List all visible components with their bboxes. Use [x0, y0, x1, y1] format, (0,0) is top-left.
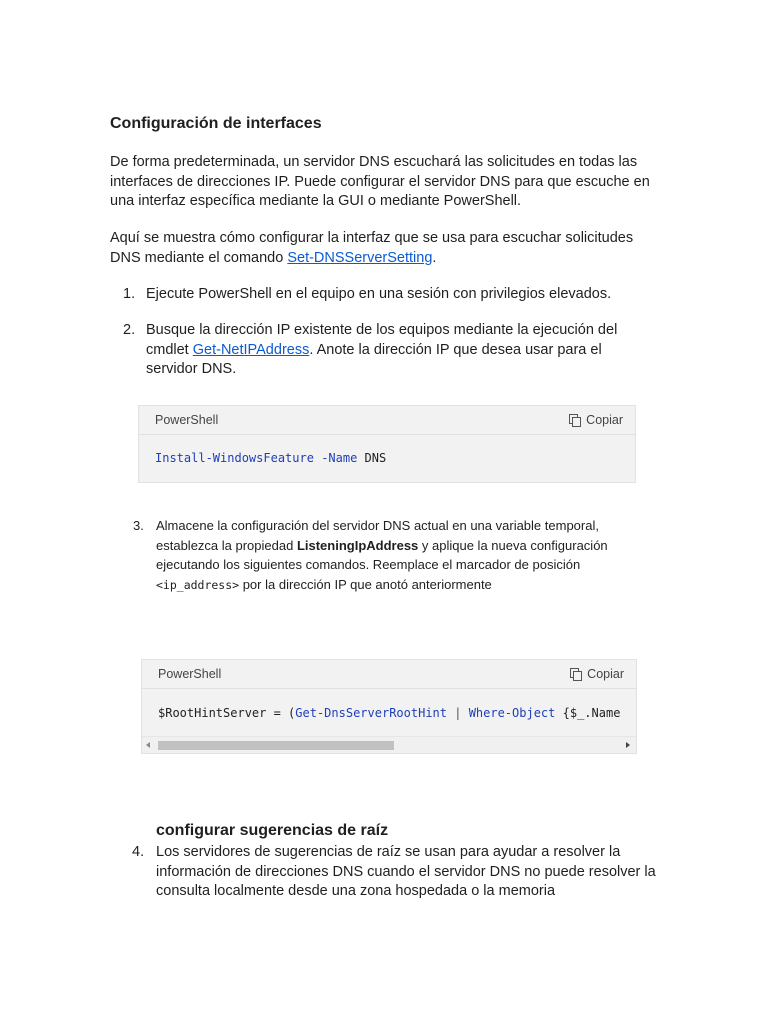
copy-button[interactable] — [569, 413, 623, 427]
step-3-text-before: Almacene la configuración del servidor DNS actual en una variable temporal, establezca la propiedad — [156, 518, 599, 553]
get-netipaddress-link[interactable]: Get-NetIPAddress — [192, 341, 310, 358]
code-rest: {$_.Name — [555, 706, 621, 720]
intro-paragraph: De forma predeterminada, un servidor DNS escuchará las solicitudes en todas las interfaces de direcciones IP. Puede configurar el servidor DNS para que escuche en una interfaz específica mediante la GUI o mediante PowerShell. — [110, 154, 650, 209]
code-language-label-2: PowerShell — [158, 667, 222, 681]
ip-address-placeholder: <ip_address> — [156, 577, 240, 592]
code-pipe: | — [447, 706, 469, 720]
scroll-left-arrow-icon[interactable] — [146, 742, 150, 748]
copy-icon — [569, 414, 580, 426]
code-cmdlet-3: Where-Object — [468, 706, 556, 720]
code-block-roothint — [141, 659, 637, 754]
step-1-number: 1. — [123, 286, 136, 302]
step-2-text-after: . Anote la dirección IP que desea usar para el servidor DNS. — [146, 341, 602, 377]
copy-icon — [570, 668, 581, 680]
code-block-install — [138, 405, 636, 483]
code-line-roothint — [158, 706, 620, 720]
code-variable: $RootHintServer — [158, 706, 267, 720]
code-assign: = ( — [266, 706, 296, 720]
horizontal-scrollbar[interactable] — [142, 736, 636, 753]
step-2-text-before: Busque la dirección IP existente de los equipos mediante la ejecución del cmdlet — [146, 322, 618, 358]
command-paragraph-end: . — [432, 249, 437, 266]
section-title-interfaces: Configuración de interfaces — [110, 115, 322, 132]
code-cmdlet-2: Get-DnsServerRootHint — [295, 706, 447, 720]
step-2-number: 2. — [123, 322, 136, 338]
step-3-number: 3. — [133, 518, 144, 533]
scrollbar-thumb[interactable] — [158, 741, 394, 750]
copy-label: Copiar — [586, 413, 623, 427]
copy-label-2: Copiar — [587, 667, 624, 681]
step-2-text — [146, 321, 651, 380]
command-paragraph — [110, 229, 650, 268]
step-4-number: 4. — [132, 844, 145, 860]
step-3-text-after: por la dirección IP que anotó anteriormente — [239, 576, 492, 592]
step-4-text: Los servidores de sugerencias de raíz se usan para ayudar a resolver la información de direcciones DNS cuando el servidor DNS no puede resolver la consulta localmente desde una zona hospedada o la memoria — [156, 844, 656, 899]
code-line-install — [155, 451, 386, 465]
step-3-text — [156, 516, 651, 595]
listening-ip-property: ListeningIpAddress — [296, 537, 419, 553]
set-dnsserversetting-link[interactable]: Set-DNSServerSetting — [287, 249, 433, 266]
code-block-header — [139, 406, 635, 435]
command-paragraph-text: Aquí se muestra cómo configurar la interfaz que se usa para escuchar solicitudes DNS mediante el comando — [110, 230, 634, 266]
step-3-text-mid: y aplique la nueva configuración ejecutando los siguientes comandos. Reemplace el marcador de posición — [156, 537, 608, 572]
step-1-text: Ejecute PowerShell en el equipo en una sesión con privilegios elevados. — [146, 286, 612, 302]
scroll-right-arrow-icon[interactable] — [626, 742, 630, 748]
code-parameter: -Name — [321, 451, 358, 465]
code-block-header-2 — [142, 660, 636, 689]
copy-button-2[interactable] — [570, 667, 624, 681]
code-argument: DNS — [364, 451, 387, 465]
code-language-label: PowerShell — [155, 413, 219, 427]
code-cmdlet: Install-WindowsFeature — [155, 451, 314, 465]
section-title-root-hints: configurar sugerencias de raíz — [156, 822, 389, 839]
